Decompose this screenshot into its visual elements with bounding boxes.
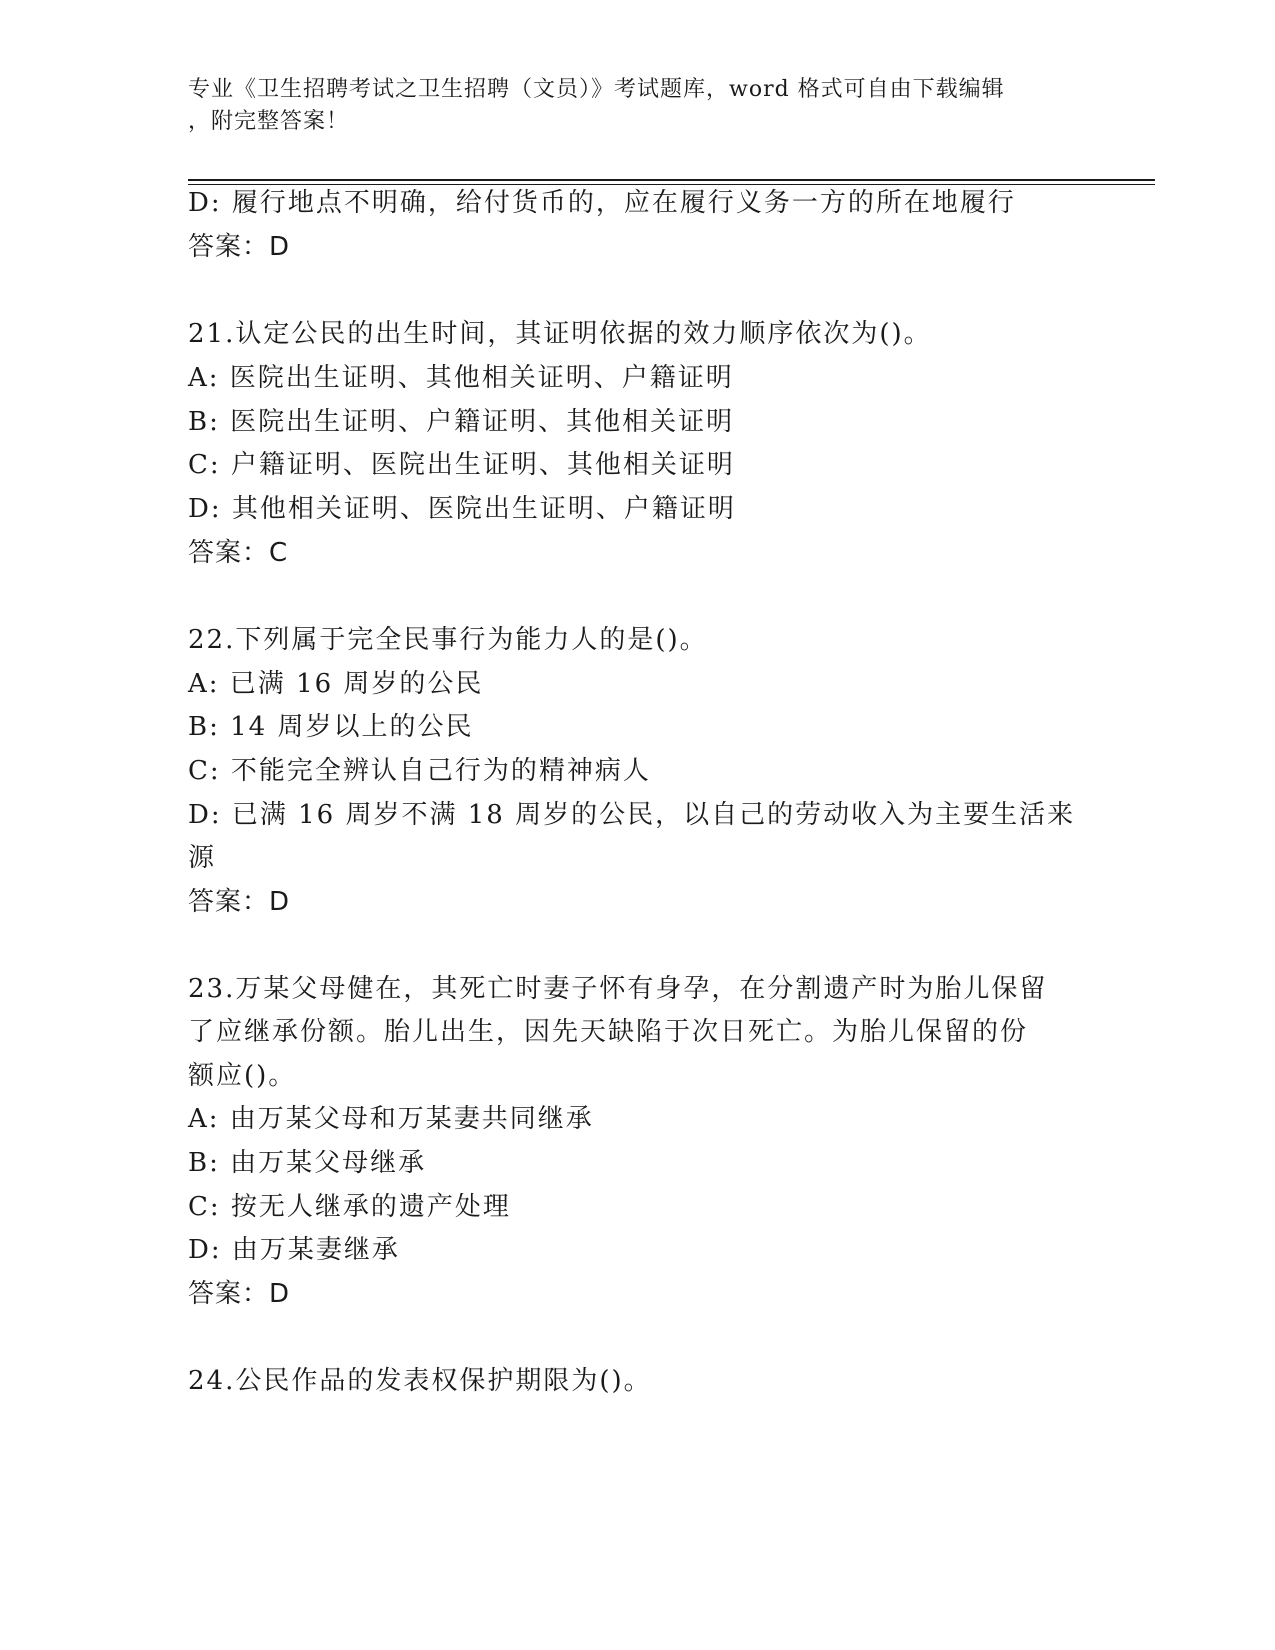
q22-option-b: B: 14 周岁以上的公民 [188,712,474,742]
q23-answer: 答案：D [188,1279,291,1309]
q23-option-b: B: 由万某父母继承 [188,1148,427,1178]
q22-option-c: C: 不能完全辨认自己行为的精神病人 [188,756,651,786]
header-line-2: ，附完整答案！ [188,109,350,134]
header-rule-thin [188,184,1155,185]
q22-stem: 22.下列属于完全民事行为能力人的是()。 [188,625,708,655]
prev-answer: 答案：D [188,232,291,262]
q24-stem: 24.公民作品的发表权保护期限为()。 [188,1366,652,1396]
q21-option-c: C: 户籍证明、医院出生证明、其他相关证明 [188,450,735,480]
q23-stem-line-2: 了应继承份额。胎儿出生，因先天缺陷于次日死亡。为胎儿保留的份 [188,1017,1029,1047]
q21-option-a: A: 医院出生证明、其他相关证明、户籍证明 [188,363,734,393]
q23-stem-line-1: 23.万某父母健在，其死亡时妻子怀有身孕，在分割遗产时为胎儿保留 [188,974,1048,1004]
q22-option-a: A: 已满 16 周岁的公民 [188,669,484,699]
header-rule-thick [188,179,1155,181]
q22-answer: 答案：D [188,887,291,917]
q22-option-d: D: 已满 16 周岁不满 18 周岁的公民，以自己的劳动收入为主要生活来 [188,800,1076,830]
prev-option-d: D: 履行地点不明确，给付货币的，应在履行义务一方的所在地履行 [188,188,1016,218]
q23-option-c: C: 按无人继承的遗产处理 [188,1192,511,1222]
document-header [188,74,1088,138]
q21-option-d: D: 其他相关证明、医院出生证明、户籍证明 [188,494,736,524]
q23-option-d: D: 由万某妻继承 [188,1235,400,1265]
q23-option-a: A: 由万某父母和万某妻共同继承 [188,1104,594,1134]
q21-option-b: B: 医院出生证明、户籍证明、其他相关证明 [188,407,735,437]
q23-stem-line-3: 额应()。 [188,1061,297,1091]
q22-option-d-cont: 源 [188,843,217,873]
q21-answer: 答案：C [188,538,289,568]
q21-stem: 21.认定公民的出生时间，其证明依据的效力顺序依次为()。 [188,319,932,349]
header-line-1: 专业《卫生招聘考试之卫生招聘（文员）》考试题库，word 格式可自由下载编辑 [188,77,1005,102]
